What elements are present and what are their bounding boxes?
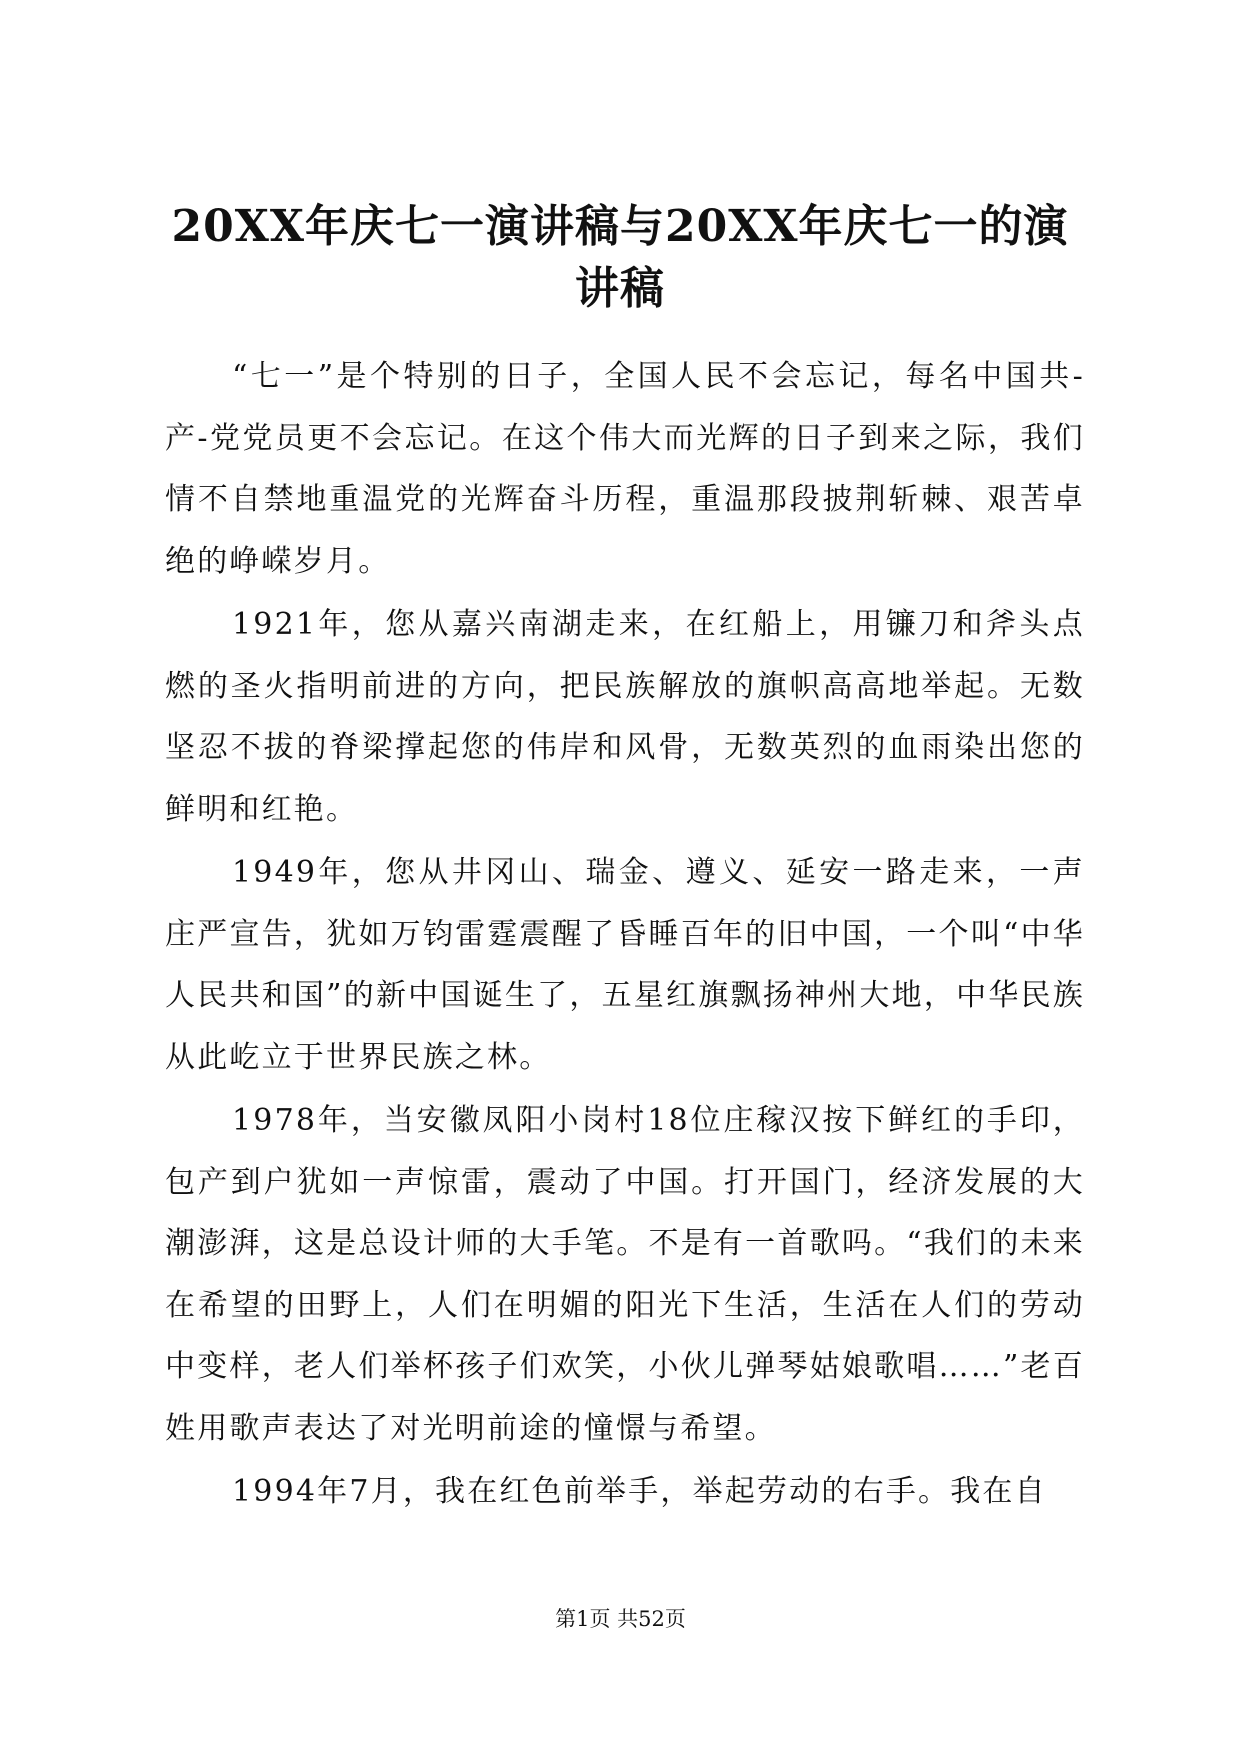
paragraph: 1978年，当安徽凤阳小岗村18位庄稼汉按下鲜红的手印，包产到户犹如一声惊雷，震动了中国。打开国门，经济发展的大潮澎湃，这是总设计师的大手笔。不是有一首歌吗。“我们的未来在希望的田野上，人们在明媚的阳光下生活，生活在人们的劳动中变样，老人们举杯孩子们欢笑，小伙儿弹琴姑娘歌唱……”老百姓用歌声表达了对光明前途的憧憬与希望。: [165, 1103, 1085, 1446]
paragraph: 1949年，您从井冈山、瑞金、遵义、延安一路走来，一声庄严宣告，犹如万钧雷霆震醒了昏睡百年的旧中国，一个叫“中华人民共和国”的新中国诞生了，五星红旗飘扬神州大地，中华民族从此屹立于世界民族之林。: [165, 855, 1085, 1075]
document-body: [165, 346, 1085, 1525]
document-title: 20XX年庆七一演讲稿与20XX年庆七一的演讲稿: [171, 201, 1069, 314]
paragraph: 1994年7月，我在红色前举手，举起劳动的右手。我在自: [232, 1474, 1047, 1509]
page-footer: [0, 1604, 1241, 1634]
paragraph: “七一”是个特别的日子，全国人民不会忘记，每名中国共-产-党党员更不会忘记。在这个伟大而光辉的日子到来之际，我们情不自禁地重温党的光辉奋斗历程，重温那段披荆斩棘、艰苦卓绝的峥嵘岁月。: [165, 359, 1085, 579]
page-number-indicator: 第1页 共52页: [555, 1607, 686, 1631]
paragraph: 1921年，您从嘉兴南湖走来，在红船上，用镰刀和斧头点燃的圣火指明前进的方向，把民族解放的旗帜高高地举起。无数坚忍不拔的脊梁撑起您的伟岸和风骨，无数英烈的血雨染出您的鲜明和红艳。: [165, 607, 1085, 827]
